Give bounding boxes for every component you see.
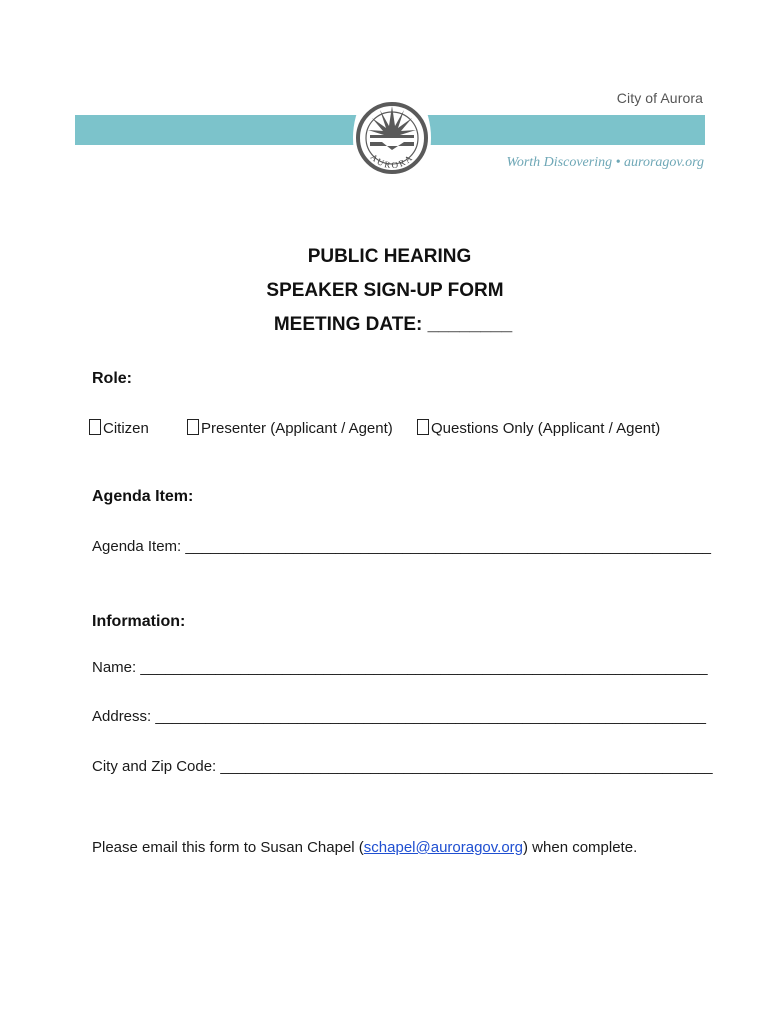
presenter-label: Presenter (Applicant / Agent) — [201, 420, 393, 437]
role-option-citizen[interactable] — [89, 419, 149, 437]
city-seal-logo — [352, 80, 432, 196]
email-link[interactable]: schapel@auroragov.org — [363, 839, 524, 856]
questions-only-checkbox[interactable] — [417, 419, 429, 435]
svg-text:AURORA: AURORA — [368, 151, 416, 171]
form-title — [0, 240, 770, 342]
title-line-1: PUBLIC HEARING — [307, 246, 472, 267]
email-instructions-end: ) when complete. — [523, 839, 638, 856]
questions-only-label: Questions Only (Applicant / Agent) — [431, 420, 661, 437]
presenter-checkbox[interactable] — [187, 419, 199, 435]
agenda-item-field[interactable]: Agenda Item: _______________________________________________________________ — [92, 538, 711, 555]
email-instructions-text: Please email this form to Susan Chapel ( — [92, 839, 364, 856]
city-zip-field[interactable]: City and Zip Code: ___________________________________________________________ — [92, 758, 713, 775]
address-field[interactable]: Address: __________________________________________________________________ — [92, 708, 706, 725]
information-heading: Information: — [92, 613, 186, 630]
citizen-label: Citizen — [103, 420, 149, 437]
role-option-questions-only[interactable] — [417, 419, 660, 437]
role-option-presenter[interactable] — [187, 419, 393, 437]
meeting-date-field[interactable]: MEETING DATE: ________ — [273, 314, 513, 335]
name-field[interactable]: Name: ____________________________________________________________________ — [92, 659, 708, 676]
title-line-2: SPEAKER SIGN-UP FORM — [266, 280, 504, 301]
email-instructions — [92, 839, 637, 856]
city-name: City of Aurora — [616, 90, 703, 106]
agenda-heading: Agenda Item: — [92, 488, 194, 505]
role-heading: Role: — [92, 370, 132, 387]
tagline: Worth Discovering • auroragov.org — [506, 155, 704, 170]
citizen-checkbox[interactable] — [89, 419, 101, 435]
